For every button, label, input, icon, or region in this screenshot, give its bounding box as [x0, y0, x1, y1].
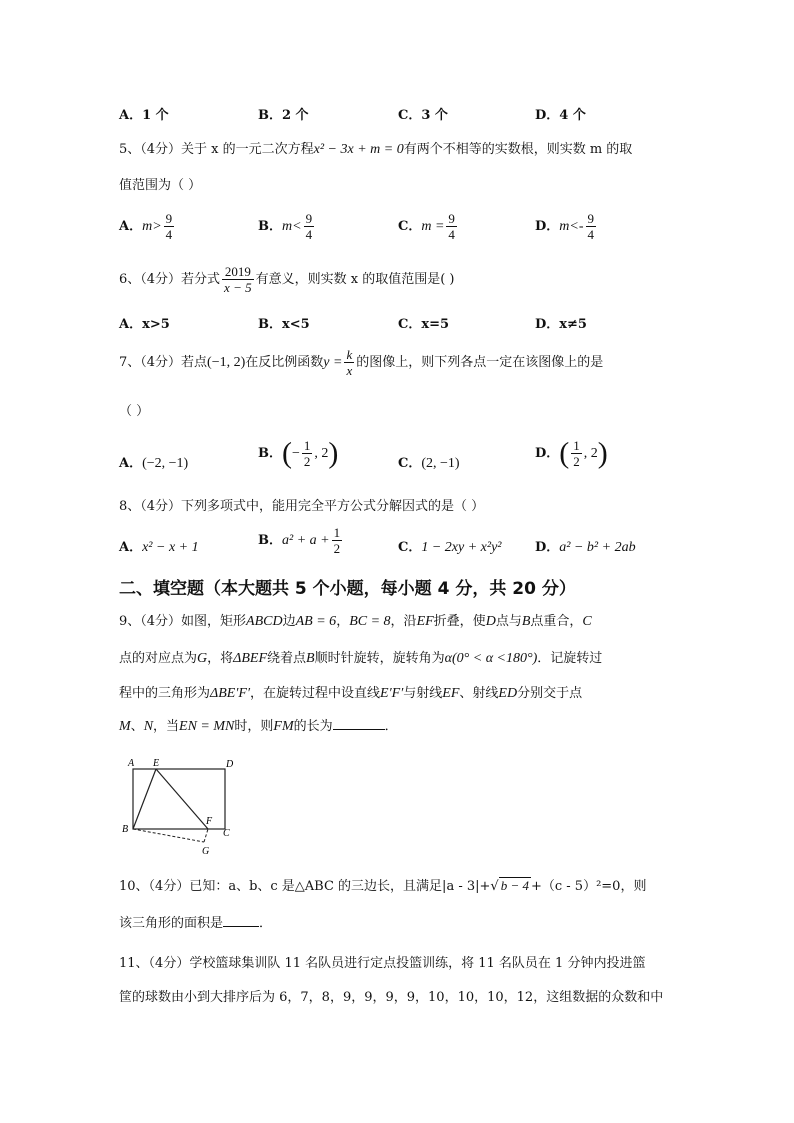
- q10-line1: [119, 878, 646, 895]
- q8-option-a: [119, 536, 199, 556]
- q9-l4e: EN = MN: [179, 719, 235, 734]
- q8-opt-c-value: 1 − 2xy + x²y²: [421, 540, 502, 555]
- q9-l1j: D: [485, 614, 496, 629]
- q7-suffix: 的图像上，则下列各点一定在该图像上的是: [356, 355, 604, 370]
- q7-label-b: B．: [258, 446, 282, 461]
- segment-gf: [204, 829, 208, 842]
- q8-label-a: A．: [119, 540, 143, 555]
- q7-opt-d-fraction: [571, 438, 582, 469]
- q7-func-den: x: [346, 363, 353, 378]
- q5-label-d: D．: [535, 219, 560, 234]
- q7-opt-d-num: 1: [573, 438, 580, 453]
- q9-l2d: ΔBEF: [233, 651, 268, 666]
- q7-opt-c-value: (2, −1): [421, 456, 460, 471]
- q7-label-c: C．: [398, 456, 422, 471]
- q7-option-d: D．( $\frac{1}{2}$ , 2): [535, 436, 608, 470]
- q9-l1l: B: [521, 614, 531, 629]
- q5-option-c: [398, 211, 459, 242]
- q8-label-c: C．: [398, 540, 422, 555]
- q4-option-c: C．3 个: [398, 108, 448, 123]
- q9-l1i: 折叠，使: [433, 614, 486, 629]
- q9-line4: [119, 719, 398, 735]
- q9-l3f: EF: [442, 686, 460, 701]
- q8-opt-d-value: a² − b² + 2ab: [559, 540, 636, 555]
- q5-label-b: B．: [258, 219, 282, 234]
- q7-stem: [119, 347, 603, 378]
- segment-bg: [133, 829, 204, 842]
- sqrt-symbol: √: [490, 879, 499, 894]
- q9-l2h: α: [444, 651, 452, 666]
- segment-be: [133, 769, 156, 829]
- q9-l1k: 点与: [495, 614, 522, 629]
- q5-num-a: 9: [165, 211, 173, 226]
- q9-l4c: N: [143, 719, 154, 734]
- q5-fraction-b: [304, 211, 315, 242]
- q5-relation-c: m =: [421, 219, 445, 234]
- q9-l2j: ．记旋转过: [537, 651, 603, 666]
- q7-func-num: k: [346, 347, 353, 362]
- q9-l2f: B: [306, 651, 315, 666]
- q9-l1g: ，沿: [390, 614, 417, 629]
- q9-l4g: FM: [273, 719, 294, 734]
- q7-stem-line2: （ ）: [119, 404, 150, 419]
- q9-line3: [119, 686, 582, 702]
- q4-option-b: B．2 个: [258, 108, 309, 123]
- q10-l1a: 10、（4分）已知：a、b、c 是△ABC 的三边长，且满足|a - 3|+: [119, 879, 491, 894]
- q5-option-d: [535, 211, 598, 242]
- q10-line2: [119, 916, 272, 932]
- q8-option-b: [258, 525, 344, 556]
- q9-l1f: BC = 8: [349, 614, 391, 629]
- q7-func-lhs: y =: [323, 355, 343, 370]
- q7-opt-b-rest: , 2: [314, 446, 329, 461]
- q9-l2e: 绕着点: [267, 651, 307, 666]
- q8-stem: 8、（4分）下列多项式中，能用完全平方公式分解因式的是（ ）: [119, 499, 485, 514]
- q5-num-d: 9: [587, 211, 595, 226]
- q7-option-c: [398, 452, 460, 472]
- label-d: D: [226, 759, 234, 770]
- q5-option-a: [119, 211, 176, 242]
- q9-l3d: E′F′: [380, 686, 404, 701]
- q7-point: (−1, 2): [207, 355, 246, 370]
- q5-den-a: 4: [165, 227, 173, 242]
- q9-l4a: M: [119, 719, 131, 734]
- q5-suffix: 有两个不相等的实数根，则实数 m 的取: [403, 142, 633, 157]
- q11-line1: 11、（4分）学校篮球集训队 11 名队员进行定点投篮训练，将 11 名队员在 1 分钟内投进篮: [119, 956, 646, 971]
- q6-frac-num: 2019: [222, 264, 254, 280]
- q5-label-c: C．: [398, 219, 422, 234]
- q7-opt-b-den: 2: [303, 454, 311, 469]
- q7-func-fraction: [344, 347, 354, 378]
- q11-line2: 筐的球数由小到大排序后为 6，7，8，9，9，9，9，10，10，10，12，这组数据的众数和中: [119, 990, 664, 1005]
- q6-prefix: 6、（4分）若分式: [119, 272, 221, 287]
- q9-l1a: 9、（4分）如图，矩形: [119, 614, 247, 629]
- q5-den-d: 4: [587, 227, 595, 242]
- q9-l2g: 顺时针旋转，旋转角为: [314, 651, 445, 666]
- label-b: B: [122, 824, 129, 835]
- q9-l3h: ED: [498, 686, 518, 701]
- q9-l2i: (0° < α <180°): [451, 651, 538, 666]
- q7-opt-d-den: 2: [573, 454, 580, 469]
- q5-den-b: 4: [305, 227, 313, 242]
- q7-option-a: [119, 452, 188, 472]
- q10-l2a: 该三角形的面积是: [119, 916, 224, 931]
- q9-l3i: 分别交于点: [517, 686, 583, 701]
- q5-option-b: [258, 211, 316, 242]
- q5-fraction-c: [446, 211, 457, 242]
- q7-label-a: A．: [119, 456, 143, 471]
- label-g: G: [202, 846, 210, 857]
- q9-l1b: ABCD: [246, 614, 283, 629]
- q9-line1: [119, 614, 592, 630]
- q5-relation-b: m<: [282, 219, 302, 234]
- label-f: F: [206, 816, 213, 827]
- q9-l3b: ΔBE′F′: [210, 686, 251, 701]
- q7-opt-b-num: 1: [303, 438, 311, 453]
- q6-option-d: D．x≠5: [535, 317, 587, 332]
- q9-l1c: 边: [282, 614, 296, 629]
- q8-label-b: B．: [258, 533, 282, 548]
- q10-sqrt-content: b − 4: [500, 878, 529, 893]
- q8-option-d: [535, 536, 636, 556]
- label-c: C: [223, 828, 230, 839]
- label-a: A: [128, 758, 135, 769]
- q9-l1n: C: [582, 614, 592, 629]
- q9-l4b: 、: [130, 719, 144, 734]
- q9-line2: [119, 651, 602, 667]
- q5-relation-d: m<-: [559, 219, 584, 234]
- q5-relation-a: m>: [142, 219, 162, 234]
- segment-ef: [156, 769, 208, 829]
- section-heading: 二、填空题（本大题共 5 个小题，每小题 4 分，共 20 分）: [119, 579, 576, 599]
- q5-fraction-d: [586, 211, 597, 242]
- q8-label-d: D．: [535, 540, 560, 555]
- q4-option-a: A．1 个: [119, 108, 169, 123]
- q9-l3e: 与射线: [403, 686, 443, 701]
- q9-figure: [118, 752, 248, 862]
- q5-den-c: 4: [448, 227, 455, 242]
- q6-option-a: A．x>5: [119, 317, 170, 332]
- q6-option-c: C．x=5: [398, 317, 450, 332]
- q9-l3c: ，在旋转过程中设直线: [250, 686, 381, 701]
- q5-equation: x² − 3x + m = 0: [313, 142, 404, 157]
- q9-answer-blank: [333, 729, 385, 730]
- q5-stem: [119, 142, 632, 158]
- q9-l2b: G: [197, 651, 208, 666]
- q4-option-d: D．4 个: [535, 108, 586, 123]
- q9-l3g: 、射线: [459, 686, 499, 701]
- q10-l1b: +（c - 5）²=0，则: [530, 879, 647, 894]
- q9-l1d: AB = 6: [295, 614, 337, 629]
- q8-opt-b-fraction: [332, 525, 343, 556]
- q6-fraction: [222, 264, 254, 295]
- q5-fraction-a: [164, 211, 175, 242]
- q7-opt-d-rest: , 2: [583, 446, 598, 461]
- q7-option-b: B．(− $\frac{1}{2}$ , 2): [258, 436, 339, 470]
- q9-l1m: 点重合，: [530, 614, 583, 629]
- q6-frac-den: x − 5: [224, 280, 252, 295]
- q10-l2-end: ．: [259, 916, 273, 931]
- q7-mid: 在反比例函数: [245, 355, 324, 370]
- q9-l4d: ，当: [153, 719, 180, 734]
- q5-num-c: 9: [448, 211, 455, 226]
- q7-label-d: D．: [535, 446, 560, 461]
- q7-opt-b-fraction: [302, 438, 313, 469]
- q9-l4h: 的长为: [293, 719, 333, 734]
- q8-opt-b-den: 2: [333, 541, 341, 556]
- q8-opt-b-pre: a² + a +: [282, 533, 330, 548]
- q5-label-a: A．: [119, 219, 143, 234]
- q8-opt-b-num: 1: [333, 525, 341, 540]
- q10-answer-blank: [223, 926, 259, 927]
- q7-opt-a-value: (−2, −1): [142, 456, 189, 471]
- q7-opt-b-sign: −: [292, 446, 300, 461]
- q7-prefix: 7、（4分）若点: [119, 355, 208, 370]
- q5-prefix: 5、（4分）关于 x 的一元二次方程: [119, 142, 314, 157]
- q9-l1h: EF: [416, 614, 434, 629]
- label-e: E: [153, 758, 160, 769]
- q8-option-c: [398, 536, 502, 556]
- q5-num-b: 9: [305, 211, 313, 226]
- q6-stem: [119, 264, 454, 295]
- q9-l2a: 点的对应点为: [119, 651, 198, 666]
- q9-l4-end: ．: [384, 719, 398, 734]
- q6-option-b: B．x<5: [258, 317, 310, 332]
- q6-suffix: 有意义，则实数 x 的取值范围是( ): [255, 272, 455, 287]
- q9-l4f: 时，则: [234, 719, 274, 734]
- q9-l2c: ，将: [207, 651, 234, 666]
- q9-l3a: 程中的三角形为: [119, 686, 211, 701]
- q5-stem-line2: 值范围为（ ）: [119, 178, 202, 193]
- q9-l1e: ，: [336, 614, 350, 629]
- q8-opt-a-value: x² − x + 1: [142, 540, 199, 555]
